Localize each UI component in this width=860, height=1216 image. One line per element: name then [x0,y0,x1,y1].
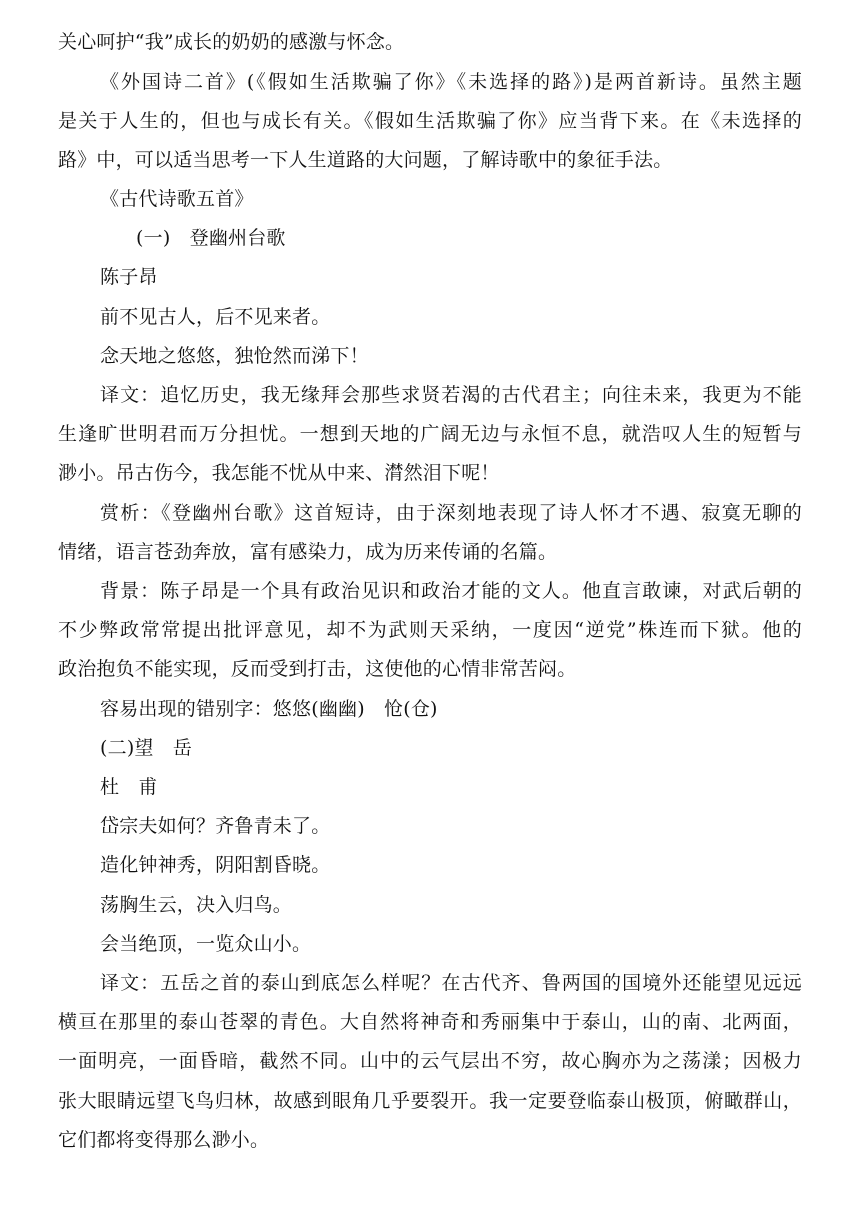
poem-verse-line: 前不见古人，后不见来者。 [100,306,331,328]
paragraph-foreign-poems-line-1: 《外国诗二首》(《假如生活欺骗了你》《未选择的路》)是两首新诗。虽然主题 [100,71,802,93]
paragraph-foreign-poems-line-3: 路》中，可以适当思考一下人生道路的大问题，了解诗歌中的象征手法。 [58,149,673,171]
section-title-ancient-poems: 《古代诗歌五首》 [100,188,254,210]
translation-line: 张大眼睛远望飞鸟归林，故感到眼角几乎要裂开。我一定要登临泰山极顶，俯瞰群山， [58,1090,802,1112]
poem-verse-line: 会当绝顶，一览众山小。 [100,933,312,955]
poem-verse-line: 念天地之悠悠，独怆然而涕下！ [100,345,369,367]
poem-verse-line: 岱宗夫如何？齐鲁青未了。 [100,815,331,837]
poem-verse-line: 造化钟神秀，阴阳割昏晓。 [100,854,331,876]
typo-note: 容易出现的错别字：悠悠(幽幽) 怆(仓) [100,698,438,720]
translation-line: 一面明亮，一面昏暗，截然不同。山中的云气层出不穷，故心胸亦为之荡漾；因极力 [58,1050,802,1072]
text-line: 关心呵护“我”成长的奶奶的感激与怀念。 [58,31,405,53]
background-line: 不少弊政常常提出批评意见，却不为武则天采纳，一度因“逆党”株连而下狱。他的 [58,619,802,641]
poem-title-2: (二)望 岳 [100,737,193,759]
poem-author-1: 陈子昂 [100,266,158,288]
translation-line: 译文：五岳之首的泰山到底怎么样呢？在古代齐、鲁两国的国境外还能望见远远 [100,972,802,994]
appreciation-line: 赏析：《登幽州台歌》这首短诗，由于深刻地表现了诗人怀才不遇、寂寞无聊的 [100,502,802,524]
translation-line: 生逢旷世明君而万分担忧。一想到天地的广阔无边与永恒不息，就浩叹人生的短暂与 [58,423,802,445]
translation-line: 译文：追忆历史，我无缘拜会那些求贤若渴的古代君主；向往未来，我更为不能 [100,384,802,406]
translation-line: 横亘在那里的泰山苍翠的青色。大自然将神奇和秀丽集中于泰山，山的南、北两面， [58,1011,802,1033]
poem-author-2: 杜 甫 [100,776,158,798]
poem-title-1: (一) 登幽州台歌 [136,227,286,249]
translation-line: 渺小。吊古伤今，我怎能不忧从中来、潸然泪下呢！ [58,462,500,484]
appreciation-line: 情绪，语言苍劲奔放，富有感染力，成为历来传诵的名篇。 [58,541,558,563]
paragraph-foreign-poems-line-2: 是关于人生的，但也与成长有关。《假如生活欺骗了你》应当背下来。在《未选择的 [58,110,802,132]
background-line: 政治抱负不能实现，反而受到打击，这使他的心情非常苦闷。 [58,658,577,680]
translation-line: 它们都将变得那么渺小。 [58,1129,270,1151]
background-line: 背景：陈子昂是一个具有政治见识和政治才能的文人。他直言敢谏，对武后朝的 [100,580,802,602]
poem-verse-line: 荡胸生云，决入归鸟。 [100,894,293,916]
